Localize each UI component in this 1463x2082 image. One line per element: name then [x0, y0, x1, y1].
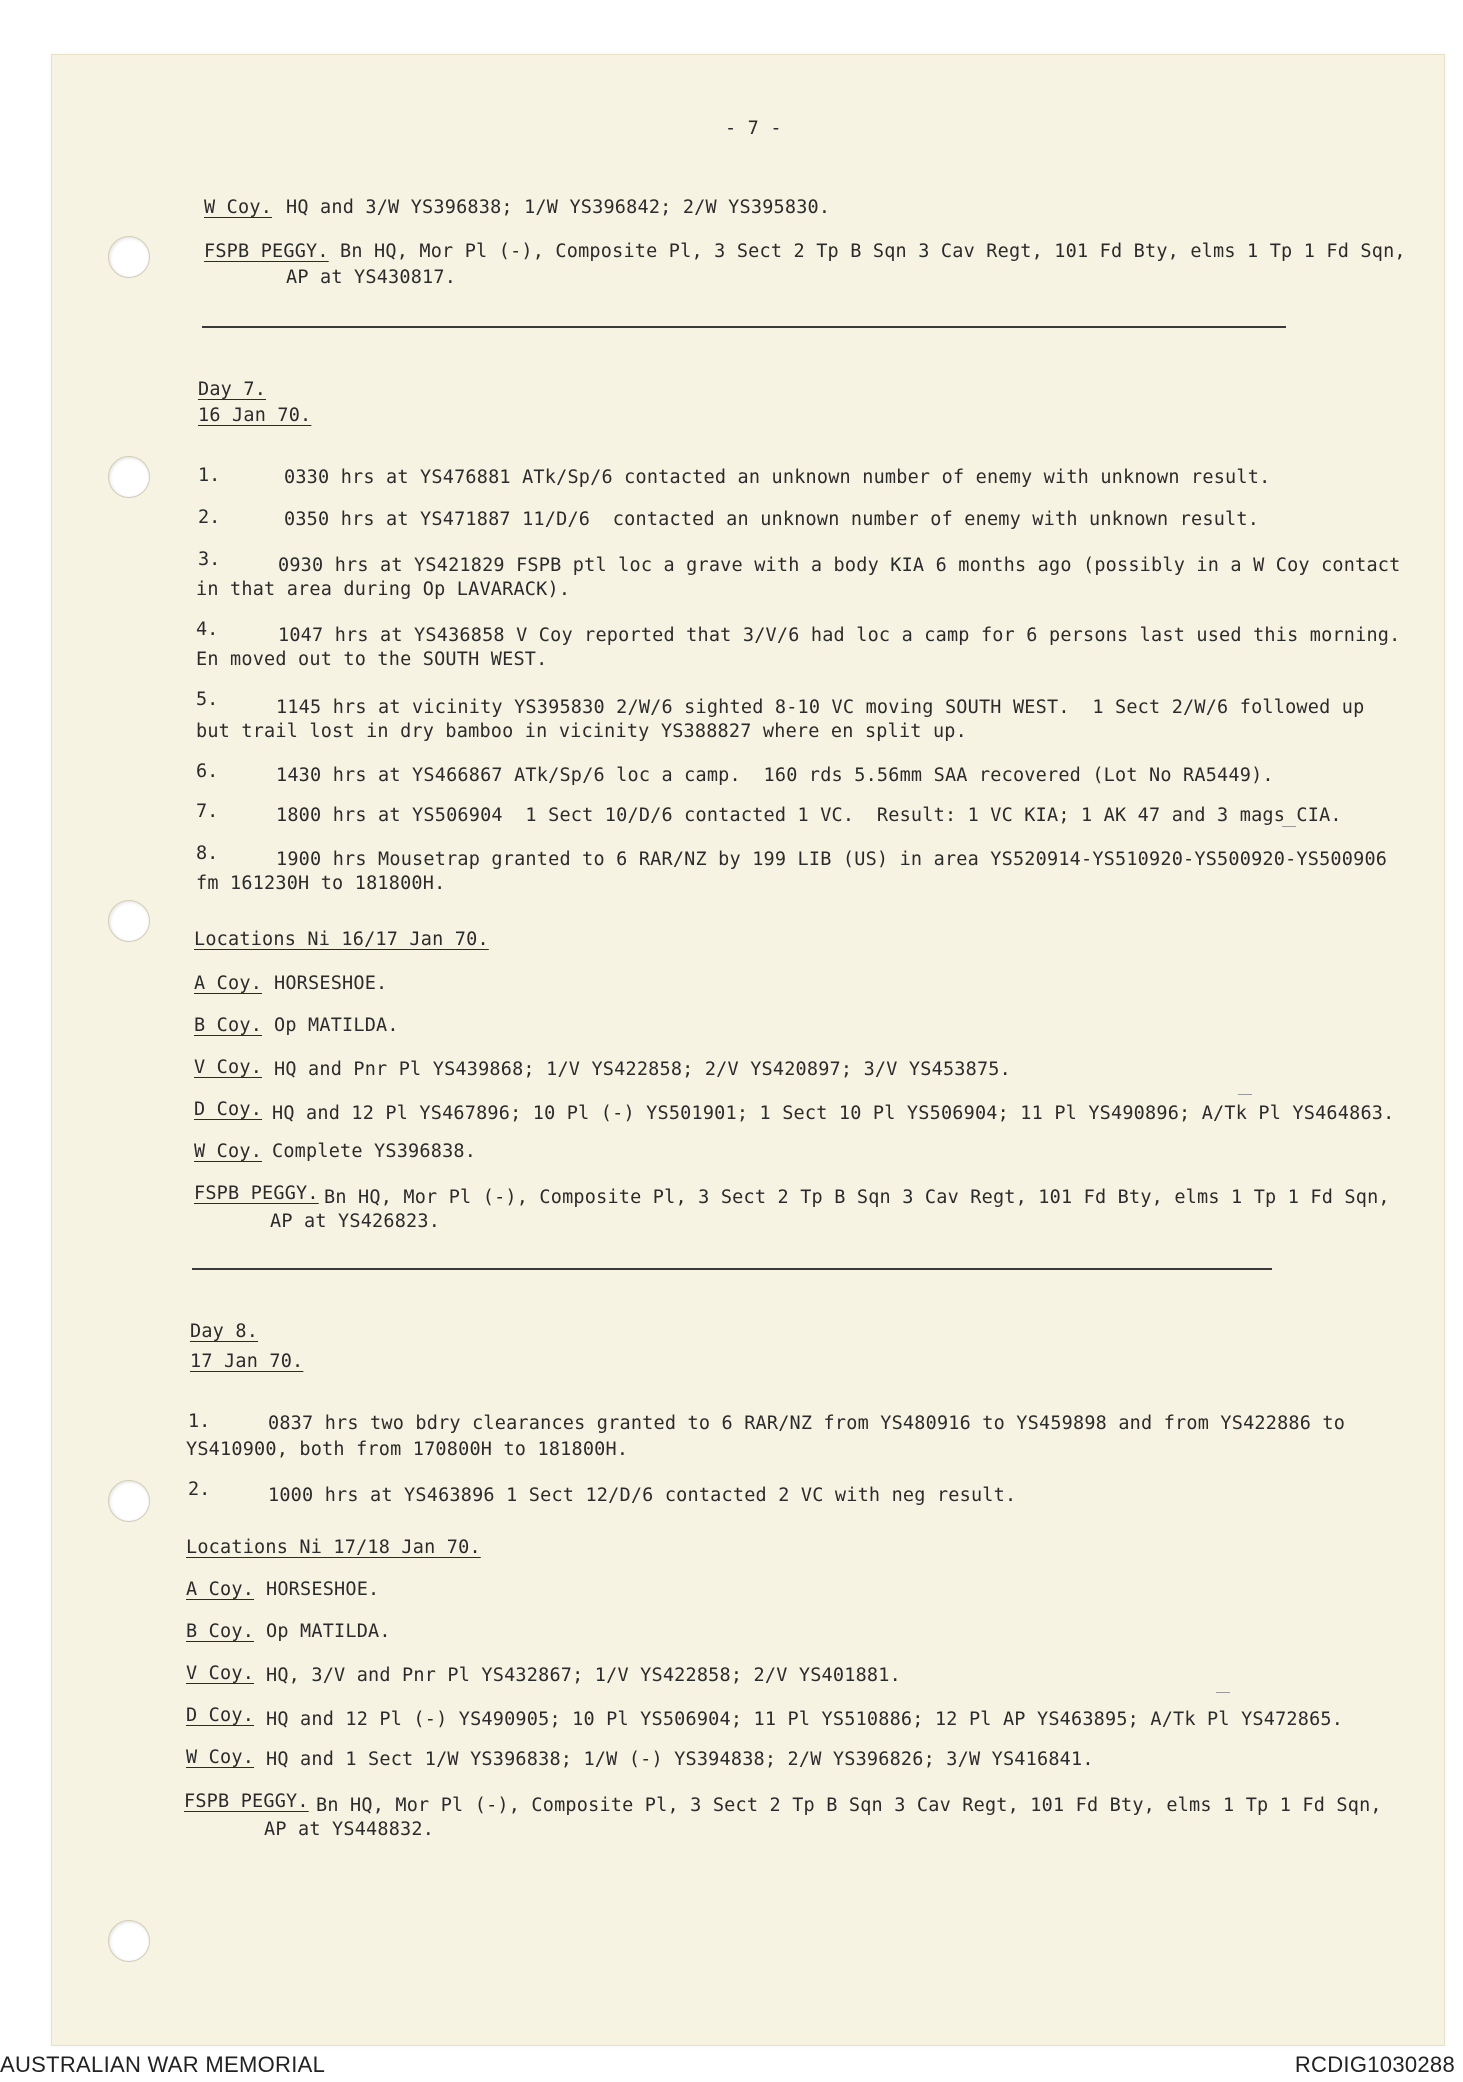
unit-location-text: HQ and 3/W YS396838; 1/W YS396842; 2/W YS395830. [286, 197, 831, 218]
log-entry-cont: but trail lost in dry bamboo in vicinity YS388827 where en split up. [196, 721, 967, 742]
unit-label: B Coy. [194, 1015, 263, 1036]
unit-label: B Coy. [186, 1621, 255, 1642]
stray-mark [1238, 1094, 1252, 1095]
unit-label: FSPB PEGGY. [204, 241, 329, 262]
item-number: 6. [196, 761, 219, 782]
log-entry: 1800 hrs at YS506904 1 Sect 10/D/6 contacted 1 VC. Result: 1 VC KIA; 1 AK 47 and 3 mags CIA. [276, 805, 1342, 826]
log-entry: 1145 hrs at vicinity YS395830 2/W/6 sighted 8-10 VC moving SOUTH WEST. 1 Sect 2/W/6 followed up [276, 697, 1365, 718]
unit-location-text: HQ and Pnr Pl YS439868; 1/V YS422858; 2/V YS420897; 3/V YS453875. [274, 1059, 1011, 1080]
log-entry: 0330 hrs at YS476881 ATk/Sp/6 contacted an unknown number of enemy with unknown result. [284, 467, 1271, 488]
item-number: 7. [196, 801, 219, 822]
unit-location-text: Complete YS396838. [272, 1141, 477, 1162]
unit-label: D Coy. [186, 1705, 255, 1726]
punch-hole-2 [108, 456, 150, 498]
unit-label: FSPB PEGGY. [194, 1183, 319, 1204]
punch-hole-3 [108, 900, 150, 942]
document-page [52, 55, 1444, 2045]
log-entry: 1000 hrs at YS463896 1 Sect 12/D/6 contacted 2 VC with neg result. [268, 1485, 1017, 1506]
unit-location-text: HQ, 3/V and Pnr Pl YS432867; 1/V YS422858; 2/V YS401881. [266, 1665, 901, 1686]
date-heading: 17 Jan 70. [190, 1351, 304, 1372]
log-entry: 0930 hrs at YS421829 FSPB ptl loc a grave with a body KIA 6 months ago (possibly in a W Coy contact [278, 555, 1401, 576]
unit-location-text: Op MATILDA. [274, 1015, 399, 1036]
item-number: 4. [196, 619, 219, 640]
item-number: 3. [198, 549, 221, 570]
log-entry: 0837 hrs two bdry clearances granted to 6 RAR/NZ from YS480916 to YS459898 and from YS422886 to [268, 1413, 1346, 1434]
punch-hole-1 [108, 236, 150, 278]
unit-location-text-cont: AP at YS448832. [264, 1819, 435, 1840]
day-heading: Day 7. [198, 379, 267, 400]
log-entry: 1430 hrs at YS466867 ATk/Sp/6 loc a camp. 160 rds 5.56mm SAA recovered (Lot No RA5449). [276, 765, 1274, 786]
unit-location-text: HQ and 12 Pl (-) YS490905; 10 Pl YS506904; 11 Pl YS510886; 12 Pl AP YS463895; A/Tk Pl YS472865. [266, 1709, 1344, 1730]
locations-heading: Locations Ni 17/18 Jan 70. [186, 1537, 481, 1558]
unit-label: V Coy. [186, 1663, 255, 1684]
unit-label: W Coy. [204, 197, 273, 218]
unit-label: D Coy. [194, 1099, 263, 1120]
unit-label: A Coy. [186, 1579, 255, 1600]
item-number: 2. [198, 507, 221, 528]
stray-mark [1282, 826, 1296, 827]
log-entry-cont: En moved out to the SOUTH WEST. [196, 649, 548, 670]
unit-label: A Coy. [194, 973, 263, 994]
unit-location-text: HORSESHOE. [266, 1579, 380, 1600]
section-divider [202, 326, 1286, 328]
punch-hole-4 [108, 1480, 150, 1522]
log-entry-cont: YS410900, both from 170800H to 181800H. [186, 1439, 629, 1460]
item-number: 1. [198, 465, 221, 486]
log-entry-cont: fm 161230H to 181800H. [196, 873, 446, 894]
log-entry: 1900 hrs Mousetrap granted to 6 RAR/NZ by 199 LIB (US) in area YS520914-YS510920-YS500920-YS500906 [276, 849, 1388, 870]
item-number: 2. [188, 1479, 211, 1500]
unit-label: W Coy. [194, 1141, 263, 1162]
unit-location-text: Op MATILDA. [266, 1621, 391, 1642]
unit-location-text: Bn HQ, Mor Pl (-), Composite Pl, 3 Sect 2 Tp B Sqn 3 Cav Regt, 101 Fd Bty, elms 1 Tp 1 Fd Sqn, [340, 241, 1406, 262]
archive-reference: RCDIG1030288 [1294, 2052, 1455, 2077]
unit-label: FSPB PEGGY. [184, 1791, 309, 1812]
unit-location-text: Bn HQ, Mor Pl (-), Composite Pl, 3 Sect 2 Tp B Sqn 3 Cav Regt, 101 Fd Bty, elms 1 Tp 1 Fd Sqn, [324, 1187, 1390, 1208]
locations-heading: Locations Ni 16/17 Jan 70. [194, 929, 489, 950]
unit-location-text: HQ and 12 Pl YS467896; 10 Pl (-) YS501901; 1 Sect 10 Pl YS506904; 11 Pl YS490896; A/Tk Pl YS464863. [272, 1103, 1395, 1124]
unit-location-text: HQ and 1 Sect 1/W YS396838; 1/W (-) YS394838; 2/W YS396826; 3/W YS416841. [266, 1749, 1094, 1770]
item-number: 5. [196, 689, 219, 710]
unit-location-text-cont: AP at YS430817. [286, 267, 457, 288]
item-number: 1. [188, 1411, 211, 1432]
stray-mark [1216, 1692, 1230, 1693]
section-divider [192, 1268, 1272, 1270]
date-heading: 16 Jan 70. [198, 405, 312, 426]
archive-credit: AUSTRALIAN WAR MEMORIAL [0, 2052, 326, 2077]
unit-location-text: Bn HQ, Mor Pl (-), Composite Pl, 3 Sect 2 Tp B Sqn 3 Cav Regt, 101 Fd Bty, elms 1 Tp 1 Fd Sqn, [316, 1795, 1382, 1816]
unit-label: W Coy. [186, 1747, 255, 1768]
unit-location-text: HORSESHOE. [274, 973, 388, 994]
unit-location-text-cont: AP at YS426823. [270, 1211, 441, 1232]
item-number: 8. [196, 843, 219, 864]
log-entry: 0350 hrs at YS471887 11/D/6 contacted an unknown number of enemy with unknown result. [284, 509, 1260, 530]
page-number: - 7 - [725, 118, 782, 139]
log-entry-cont: in that area during Op LAVARACK). [196, 579, 571, 600]
log-entry: 1047 hrs at YS436858 V Coy reported that 3/V/6 had loc a camp for 6 persons last used this morning. [278, 625, 1401, 646]
punch-hole-5 [108, 1920, 150, 1962]
day-heading: Day 8. [190, 1321, 259, 1342]
unit-label: V Coy. [194, 1057, 263, 1078]
